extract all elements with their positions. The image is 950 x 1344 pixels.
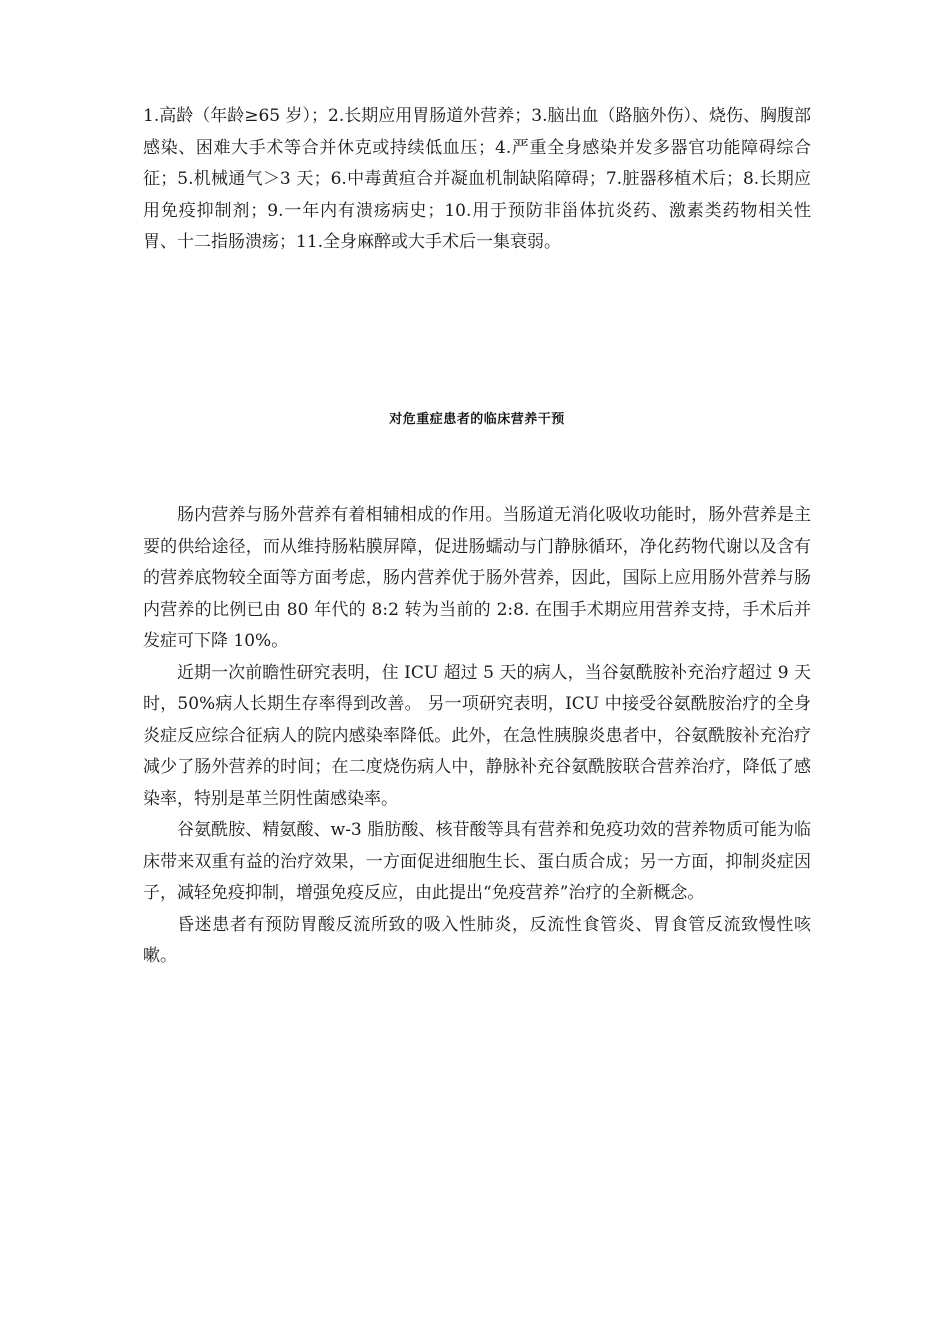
paragraph-coma-patients: 昏迷患者有预防胃酸反流所致的吸入性肺炎，反流性食管炎、胃食管反流致慢性咳嗽。 xyxy=(143,914,811,966)
paragraph-nutrition-routes: 肠内营养与肠外营养有着相辅相成的作用。当肠道无消化吸收功能时，肠外营养是主要的供给途径，而从维持肠粘膜屏障，促进肠蠕动与门静脉循环，净化药物代谢以及含有的营养底物较全面等方面考虑，肠内营养优于肠外营养，因此，国际上应用肠外营养与肠内营养的比例已由 80 年代的 8:2 转为当前的 2:8. 在围手术期应用营养支持，手术后并发症可下降 10%。 xyxy=(143,505,811,651)
paragraph-immunonutrition: 谷氨酰胺、精氨酸、w-3 脂肪酸、核苷酸等具有营养和免疫功效的营养物质可能为临床带来双重有益的治疗效果，一方面促进细胞生长、蛋白质合成；另一方面，抑制炎症因子，减轻免疫抑制，增强免疫反应，由此提出“免疫营养”治疗的全新概念。 xyxy=(143,820,811,903)
risk-factor-list: 1.高龄（年龄≥65 岁）；2.长期应用胃肠道外营养；3.脑出血（路脑外伤）、烧伤、胸腹部感染、困难大手术等合并休克或持续低血压；4.严重全身感染并发多器官功能障碍综合征；5.机械通气＞3 天；6.中毒黄疸合并凝血机制缺陷障碍；7.脏器移植术后；8.长期应用免疫抑制剂；9.一年内有溃疡病史；10.用于预防非甾体抗炎药、激素类药物相关性胃、十二指肠溃疡；11.全身麻醉或大手术后一集衰弱。 xyxy=(143,106,811,252)
paragraph-glutamine-studies: 近期一次前瞻性研究表明，住 ICU 超过 5 天的病人，当谷氨酰胺补充治疗超过 9 天时，50%病人长期生存率得到改善。 另一项研究表明，ICU 中接受谷氨酰胺治疗的全身炎症反应综合征病人的院内感染率降低。此外，在急性胰腺炎患者中，谷氨酰胺补充治疗减少了肠外营养的时间；在二度烧伤病人中，静脉补充谷氨酰胺联合营养治疗，降低了感染率，特别是革兰阴性菌感染率。 xyxy=(143,662,811,809)
section-body xyxy=(143,500,811,973)
section-title: 对危重症患者的临床营养干预 xyxy=(389,412,565,427)
